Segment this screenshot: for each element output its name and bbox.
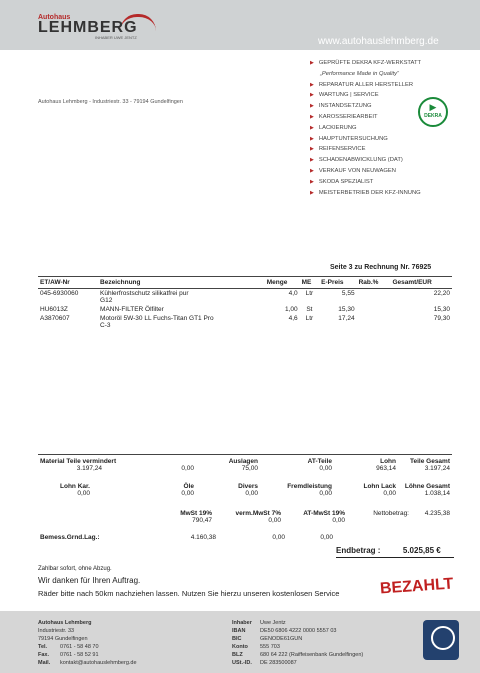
logo-top-text: Autohaus	[38, 14, 71, 21]
col-header: ME	[300, 277, 320, 289]
col-header: E-Preis	[319, 277, 356, 289]
endbetrag-underline	[336, 557, 454, 558]
bullet-icon: ▶	[310, 81, 314, 88]
dekra-seal	[418, 97, 448, 127]
table-header-row	[38, 277, 452, 289]
summary-divider	[38, 454, 452, 455]
table-row: 045-6930060 Kühlerfrostschutz silikatfrei pur G12 4,0 Ltr 5,55 22,20	[40, 290, 450, 304]
bullet-icon: ▶	[310, 189, 314, 196]
logo-sub-text: INHABER UWE JENTZ	[95, 35, 137, 40]
col-header: ET/AW-Nr	[38, 277, 98, 289]
logo-main-text: LEHMBERG	[38, 19, 138, 36]
service-item: ▶ MEISTERBETRIEB DER KFZ-INNUNG	[310, 189, 421, 196]
bemessung-row: Bemess.Grnd.Lag.: 4.160,38 0,00 0,00	[40, 534, 333, 541]
service-item: ▶ INSTANDSETZUNG	[310, 103, 372, 110]
bullet-icon: ▶	[310, 113, 314, 120]
items-table	[38, 276, 452, 330]
service-item: ▶ REPARATUR ALLER HERSTELLER	[310, 81, 414, 88]
bullet-icon: ▶	[310, 92, 314, 99]
summary-row-2: Lohn Kar. Öle Divers Fremdleistung Lohn Lack Löhne Gesamt 0,00 0,00 0,00 0,00 0,00 1.038,14	[60, 483, 450, 497]
sender-address-line: Autohaus Lehmberg - Industriestr. 33 - 79194 Gundelfingen	[38, 99, 183, 105]
service-item: ▶ SCHADENABWICKLUNG (DAT)	[310, 157, 403, 164]
thanks-text: Wir danken für Ihren Auftrag.	[38, 576, 141, 585]
wheel-notice: Räder bitte nach 50km nachziehen lassen. Nutzen Sie hierzu unseren kostenlosen Service	[38, 589, 340, 598]
service-item: ▶ HAUPTUNTERSUCHUNG	[310, 135, 388, 142]
table-row: A3870607 Motoröl 5W-30 LL Fuchs-Titan GT1 Pro C-3 4,6 Ltr 17,24 79,30	[40, 315, 450, 329]
service-item: ▶ GEPRÜFTE DEKRA KFZ-WERKSTATT	[310, 60, 422, 66]
paid-stamp: BEZAHLT	[379, 575, 454, 598]
endbetrag: Endbetrag : 5.025,85 €	[336, 546, 441, 555]
website: www.autohauslehmberg.de	[318, 36, 439, 47]
service-item: ▶ VERKAUF VON NEUWAGEN	[310, 167, 396, 174]
services-list	[310, 58, 421, 198]
mwst-table: MwSt 19% verm.MwSt 7% AT-MwSt 19% Nettobetrag: 4.235,38 790,47 0,00 0,00	[180, 510, 450, 524]
bullet-icon: ▶	[310, 146, 314, 153]
bullet-icon: ▶	[310, 124, 314, 131]
bullet-icon: ▶	[310, 157, 314, 164]
footer-contact: Autohaus Lehmberg Industriestr. 33 79194 Gundelfingen Tel. 0761 - 58 48 70 Fax. 0761 - 58 52 91 Mail. kontakt@autohauslehmberg.de	[38, 620, 137, 666]
service-item: „Performance Made in Quality“	[320, 70, 399, 77]
service-item: ▶ REIFENSERVICE	[310, 146, 366, 153]
bullet-icon: ▶	[310, 103, 314, 110]
col-header: Menge	[265, 277, 300, 289]
service-item: ▶ LACKIERUNG	[310, 124, 357, 131]
seal-ring-icon	[431, 626, 455, 650]
bullet-icon: ▶	[310, 178, 314, 185]
summary-row-1: Material Teile vermindert Auslagen AT-Teile Lohn Teile Gesamt 3.197,24 0,00 75,00 0,00 963,14 3.197,24	[40, 458, 450, 472]
service-item: ▶ WARTUNG | SERVICE	[310, 92, 379, 99]
service-item: ▶ KAROSSERIEARBEIT	[310, 113, 378, 120]
col-header: Bezeichnung	[98, 277, 265, 289]
bullet-icon: ▶	[310, 135, 314, 142]
dekra-label: DEKRA	[424, 113, 442, 119]
footer-bank: Inhaber Uwe Jentz IBAN DE50 6806 4222 0000 5557 03 BIC GENODE61GUN Konto 555 703 BLZ 680 64 222 (Raiffeisenbank Gundelfingen) USt.-ID. DE 283500087	[232, 620, 364, 666]
col-header: Rab.%	[357, 277, 391, 289]
col-header: Gesamt/EUR	[390, 277, 452, 289]
payment-terms: Zahlbar sofort, ohne Abzug.	[38, 566, 112, 572]
table-row: HU6013Z MANN-FILTER Ölfilter 1,00 St 15,30 15,30	[40, 306, 450, 313]
invoice-page-number: Seite 3 zu Rechnung Nr. 76925	[330, 264, 432, 271]
bullet-icon: ▶	[310, 60, 314, 66]
dekra-triangle-icon: ▶	[429, 102, 437, 112]
bullet-icon: ▶	[310, 167, 314, 174]
service-item: ▶ SKODA SPEZIALIST	[310, 178, 374, 185]
